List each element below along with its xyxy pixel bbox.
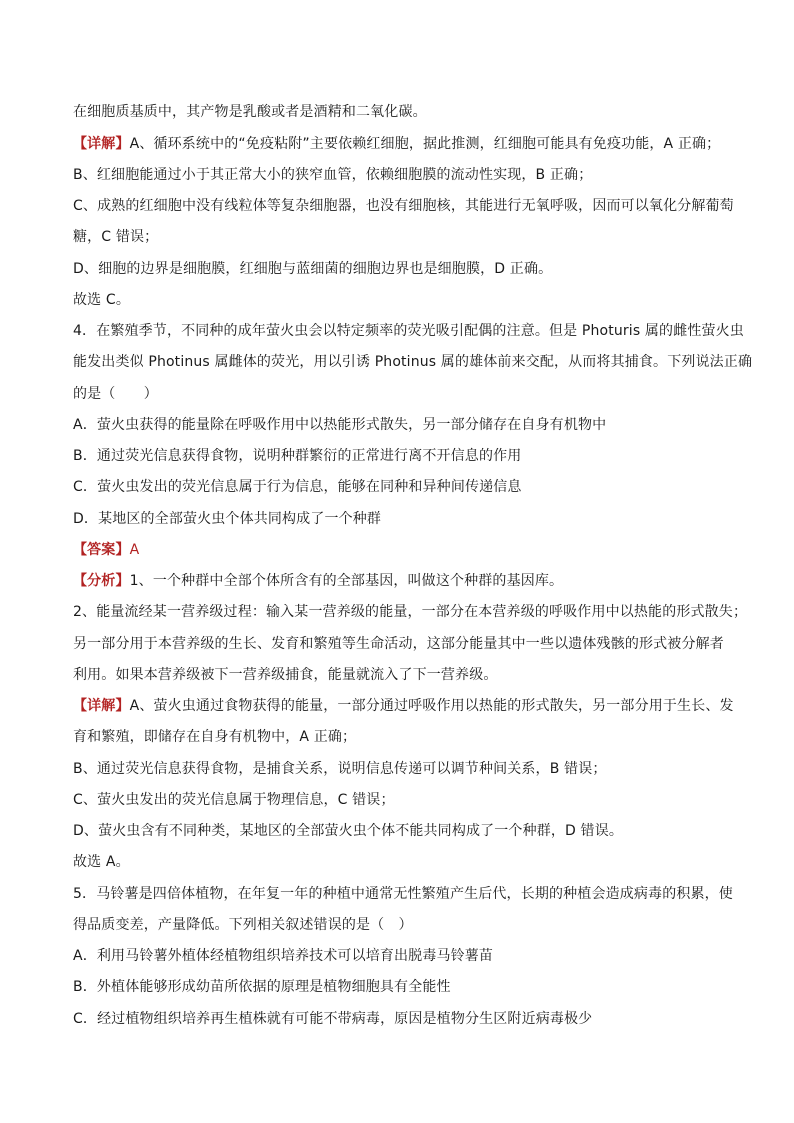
q5-stem-line2: 得品质变差，产量降低。下列相关叙述错误的是（ ）	[73, 917, 413, 933]
q3-continuation: 在细胞质基质中，其产物是乳酸或者是酒精和二氧化碳。	[73, 104, 427, 120]
q3-choose: 故选 C。	[73, 292, 130, 308]
q3-detail-d: D、细胞的边界是细胞膜，红细胞与蓝细菌的细胞边界也是细胞膜，D 正确。	[73, 261, 553, 277]
q3-detail-b: B、红细胞能通过小于其正常大小的狭窄血管，依赖细胞膜的流动性实现，B 正确；	[73, 167, 593, 183]
q4-detail-a-line1: 【详解】A、萤火虫通过食物获得的能量，一部分通过呼吸作用以热能的形式散失，另一部分用于生长、发	[73, 698, 734, 714]
q4-analysis-line2: 2、能量流经某一营养级过程：输入某一营养级的能量，一部分在本营养级的呼吸作用中以热能的形式散失；	[73, 604, 748, 620]
q4-analysis-line3: 另一部分用于本营养级的生长、发育和繁殖等生命活动，这部分能量其中一些以遗体残骸的形式被分解者	[73, 636, 724, 652]
q4-stem-line2: 能发出类似 Photinus 属雌体的荧光，用以引诱 Photinus 属的雄体前来交配，从而将其捕食。下列说法正确	[73, 354, 753, 370]
q4-detail-b: B、通过荧光信息获得食物，是捕食关系，说明信息传递可以调节种间关系，B 错误；	[73, 761, 607, 777]
q5-stem-line1: 5．马铃薯是四倍体植物，在年复一年的种植中通常无性繁殖产生后代，长期的种植会造成病毒的积累，使	[73, 886, 733, 902]
answer-label: 【答案】	[73, 542, 130, 558]
q4-option-a: A．萤火虫获得的能量除在呼吸作用中以热能形式散失，另一部分储存在自身有机物中	[73, 417, 607, 433]
q4-detail-c: C、萤火虫发出的荧光信息属于物理信息，C 错误；	[73, 792, 395, 808]
q4-analysis-line1: 【分析】1、一个种群中全部个体所含有的全部基因，叫做这个种群的基因库。	[73, 573, 564, 589]
detail-label: 【详解】	[73, 698, 130, 714]
analysis-label: 【分析】	[73, 573, 130, 589]
q5-option-b: B．外植体能够形成幼苗所依据的原理是植物细胞具有全能性	[73, 979, 451, 995]
q3-detail-c-line2: 糖，C 错误；	[73, 229, 159, 245]
q4-detail-a-line2: 育和繁殖，即储存在自身有机物中，A 正确；	[73, 729, 357, 745]
q4-answer	[73, 541, 754, 559]
q4-stem-line1: 4．在繁殖季节，不同种的成年萤火虫会以特定频率的荧光吸引配偶的注意。但是 Photuris 属的雌性萤火虫	[73, 323, 744, 339]
q3-detail-c-line1: C、成熟的红细胞中没有线粒体等复杂细胞器，也没有细胞核，其能进行无氧呼吸，因而可以氧化分解葡萄	[73, 198, 734, 214]
q4-stem-line3: 的是（ ）	[73, 386, 158, 402]
q4-option-c: C．萤火虫发出的荧光信息属于行为信息，能够在同种和异种间传递信息	[73, 479, 522, 495]
answer-value: A	[129, 542, 140, 558]
q4-option-b: B．通过荧光信息获得食物，说明种群繁衍的正常进行离不开信息的作用	[73, 448, 522, 464]
q5-option-a: A．利用马铃薯外植体经植物组织培养技术可以培育出脱毒马铃薯苗	[73, 948, 494, 964]
q4-detail-d: D、萤火虫含有不同种类，某地区的全部萤火虫个体不能共同构成了一个种群，D 错误。	[73, 823, 624, 839]
detail-label: 【详解】	[73, 136, 130, 152]
q5-option-c: C．经过植物组织培养再生植株就有可能不带病毒，原因是植物分生区附近病毒极少	[73, 1011, 593, 1027]
q4-option-d: D．某地区的全部萤火虫个体共同构成了一个种群	[73, 511, 382, 527]
q3-detail-a: 【详解】A、循环系统中的“免疫粘附”主要依赖红细胞，据此推测，红细胞可能具有免疫功能，A 正确；	[73, 136, 721, 152]
q4-analysis-line4: 利用。如果本营养级被下一营养级捕食，能量就流入了下一营养级。	[73, 667, 498, 683]
q4-choose: 故选 A。	[73, 854, 130, 870]
